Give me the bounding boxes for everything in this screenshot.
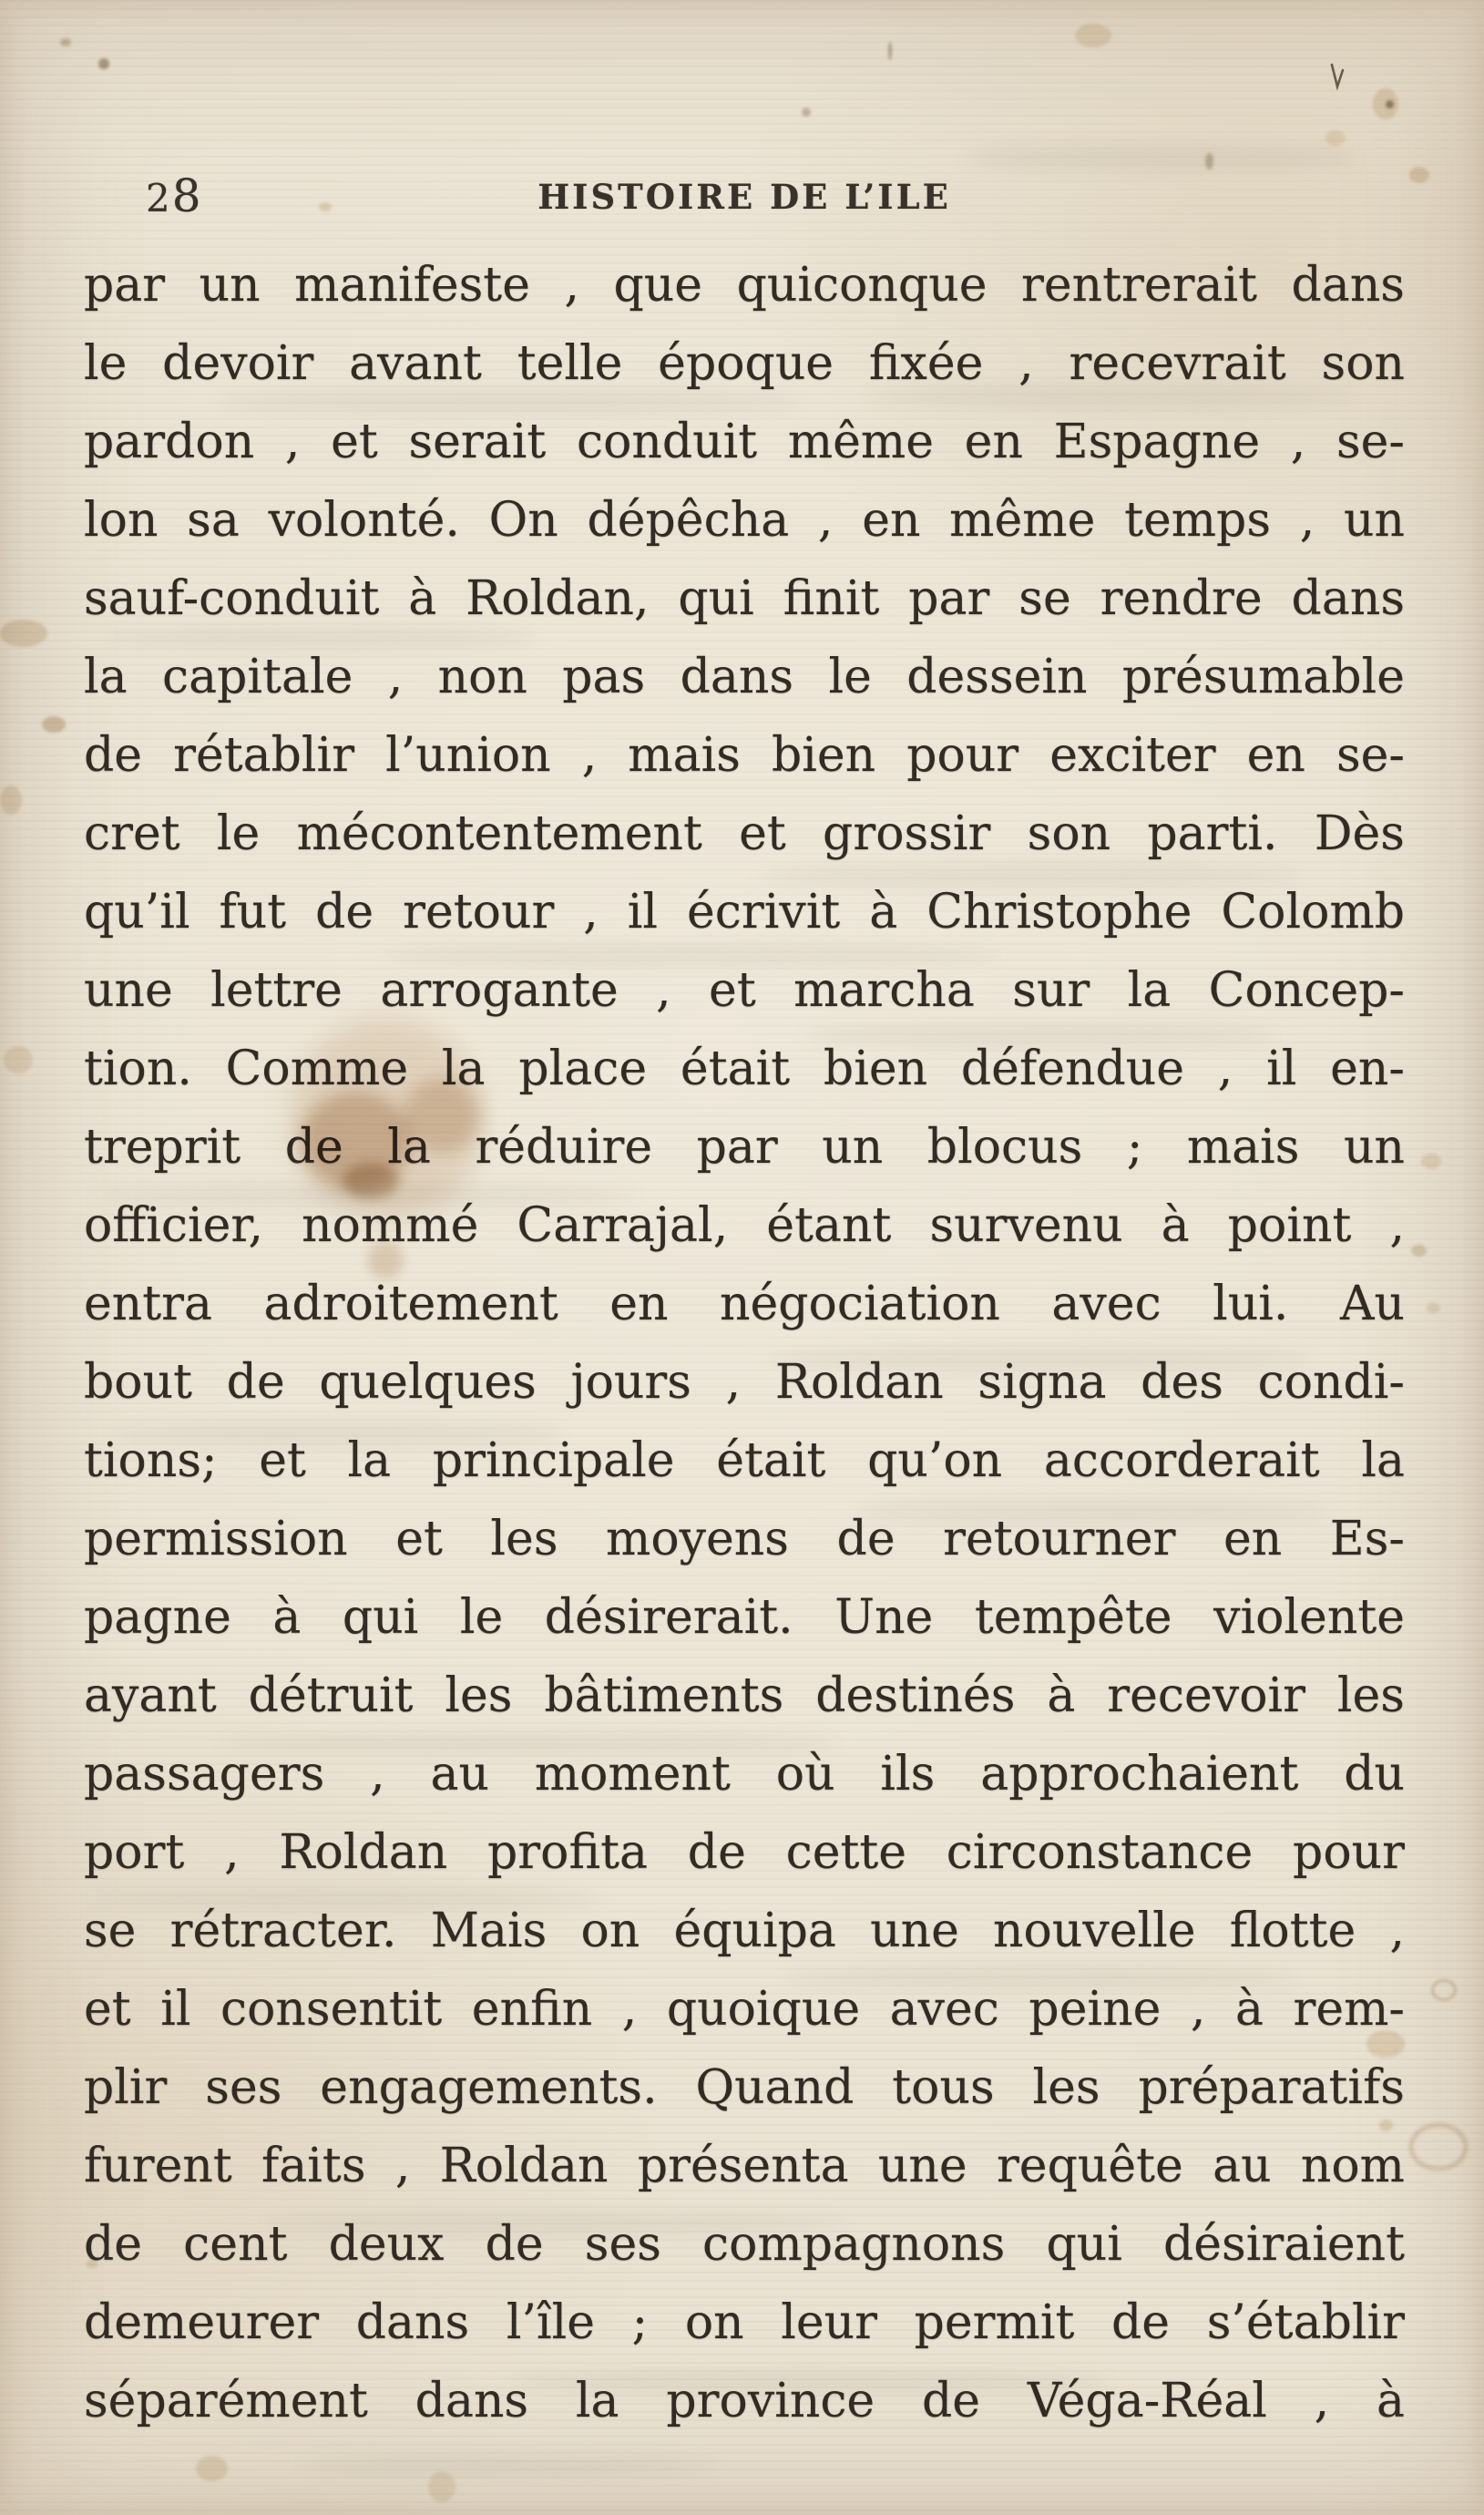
text-line: furent faits , Roldan présenta une requête au nom xyxy=(84,2139,1405,2193)
foxing-speck xyxy=(1366,2030,1405,2058)
ink-mark-icon xyxy=(1329,62,1346,95)
text-line: cret le mécontentement et grossir son parti. Dès xyxy=(84,806,1405,861)
text-line: de rétablir l’union , mais bien pour exciter en se- xyxy=(84,728,1405,783)
foxing-speck xyxy=(0,785,22,815)
foxing-speck xyxy=(428,2471,455,2502)
text-line: plir ses engagements. Quand tous les préparatifs xyxy=(84,2060,1405,2115)
text-line: lon sa volonté. On dépêcha , en même temps , un xyxy=(84,493,1405,548)
foxing-speck xyxy=(196,2456,228,2481)
foxing-speck xyxy=(1205,153,1213,169)
text-line: se rétracter. Mais on équipa une nouvelle flotte , xyxy=(84,1904,1405,1958)
text-line: par un manifeste , que quiconque rentrerait dans xyxy=(84,258,1405,313)
text-line: qu’il fut de retour , il écrivit à Christophe Colomb xyxy=(84,885,1405,939)
text-line: tion. Comme la place était bien défendue , il en- xyxy=(84,1042,1405,1096)
text-line: ayant détruit les bâtiments destinés à recevoir les xyxy=(84,1668,1405,1723)
foxing-speck xyxy=(1386,100,1394,108)
text-line: pardon , et serait conduit même en Espagne , se- xyxy=(84,415,1405,469)
foxing-speck xyxy=(319,202,332,211)
body-text xyxy=(84,258,1405,2452)
text-line: le devoir avant telle époque fixée , recevrait son xyxy=(84,336,1405,391)
foxing-speck xyxy=(87,2260,97,2268)
text-line: officier, nommé Carrajal, étant survenu à point , xyxy=(84,1198,1405,1253)
text-line: la capitale , non pas dans le dessein présumable xyxy=(84,650,1405,704)
text-line: demeurer dans l’île ; on leur permit de s’établir xyxy=(84,2295,1405,2350)
text-line: tions; et la principale était qu’on accorderait la xyxy=(84,1433,1405,1488)
foxing-speck xyxy=(1427,1303,1440,1313)
text-line: sauf-conduit à Roldan, qui finit par se rendre dans xyxy=(84,571,1405,626)
foxing-speck xyxy=(60,38,71,46)
show-through-smudge xyxy=(301,2455,720,2475)
page-number: 28 xyxy=(146,169,203,222)
foxing-speck xyxy=(1421,1154,1441,1169)
foxing-speck xyxy=(1409,167,1429,183)
running-header: HISTOIRE DE L’ILE xyxy=(537,177,951,217)
foxing-speck xyxy=(802,108,811,117)
foxing-speck xyxy=(98,58,109,69)
foxing-speck xyxy=(1325,130,1346,146)
text-line: entra adroitement en négociation avec lui. Au xyxy=(84,1277,1405,1331)
foxing-stain xyxy=(367,1241,404,1279)
text-line: bout de quelques jours , Roldan signa des condi- xyxy=(84,1355,1405,1410)
foxing-speck xyxy=(1411,1245,1427,1257)
foxing-speck xyxy=(1379,2120,1393,2131)
show-through-smudge xyxy=(966,144,1357,171)
text-line: permission et les moyens de retourner en Es- xyxy=(84,1512,1405,1566)
text-line: treprit de la réduire par un blocus ; mais un xyxy=(84,1120,1405,1175)
foxing-speck xyxy=(0,620,47,647)
text-line: port , Roldan profita de cette circonstance pour xyxy=(84,1825,1405,1880)
foxing-stain xyxy=(404,1078,480,1153)
foxing-speck xyxy=(888,42,892,60)
foxing-speck xyxy=(42,716,66,733)
stain-ring xyxy=(1431,1979,1457,2001)
text-line: une lettre arrogante , et marcha sur la Concep- xyxy=(84,963,1405,1018)
text-line: séparément dans la province de Véga-Réal , à xyxy=(84,2374,1405,2428)
foxing-speck xyxy=(1075,24,1111,47)
text-line: pagne à qui le désirerait. Une tempête violente xyxy=(84,1590,1405,1645)
stain-ring xyxy=(1409,2123,1468,2171)
foxing-speck xyxy=(4,1046,33,1073)
text-line: passagers , au moment où ils approchaient du xyxy=(84,1747,1405,1802)
foxing-stain xyxy=(343,1163,399,1199)
text-line: et il consentit enfin , quoique avec peine , à rem- xyxy=(84,1982,1405,2037)
text-line: de cent deux de ses compagnons qui désiraient xyxy=(84,2217,1405,2272)
